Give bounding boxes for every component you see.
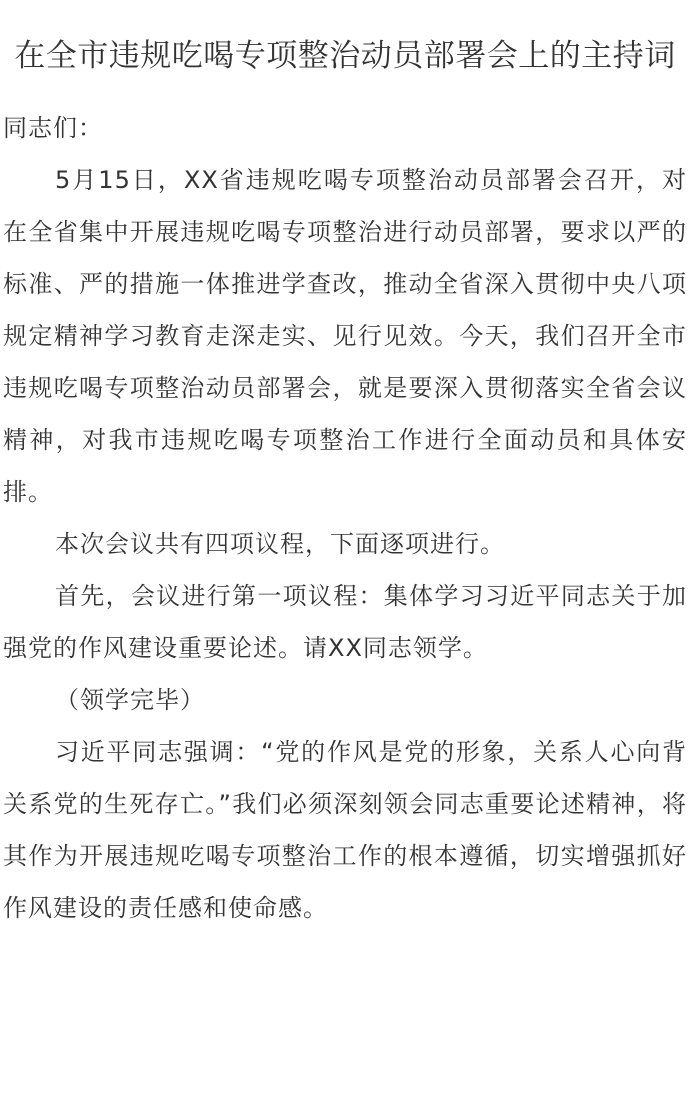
document-body	[3, 102, 687, 934]
paragraph-quote: 习近平同志强调：“党的作风是党的形象，关系人心向背关系党的生死存亡。”我们必须深刻领会同志重要论述精神，将其作为开展违规吃喝专项整治工作的根本遵循，切实增强抓好作风建设的责任感和使命感。	[3, 738, 687, 922]
salutation: 同志们：	[3, 114, 103, 142]
paragraph-first-item: 首先，会议进行第一项议程：集体学习习近平同志关于加强党的作风建设重要论述。请XX同志领学。	[3, 582, 687, 662]
paragraph-study-complete: （领学完毕）	[55, 686, 205, 714]
document-title: 在全市违规吃喝专项整治动员部署会上的主持词	[14, 38, 676, 74]
paragraph-opening: 5月15日，XX省违规吃喝专项整治动员部署会召开，对在全省集中开展违规吃喝专项整治进行动员部署，要求以严的标准、严的措施一体推进学查改，推动全省深入贯彻中央八项规定精神学习教育走深走实、见行见效。今天，我们召开全市违规吃喝专项整治动员部署会，就是要深入贯彻落实全省会议精神，对我市违规吃喝专项整治工作进行全面动员和具体安排。	[3, 166, 687, 506]
paragraph-agenda: 本次会议共有四项议程，下面逐项进行。	[55, 530, 505, 558]
